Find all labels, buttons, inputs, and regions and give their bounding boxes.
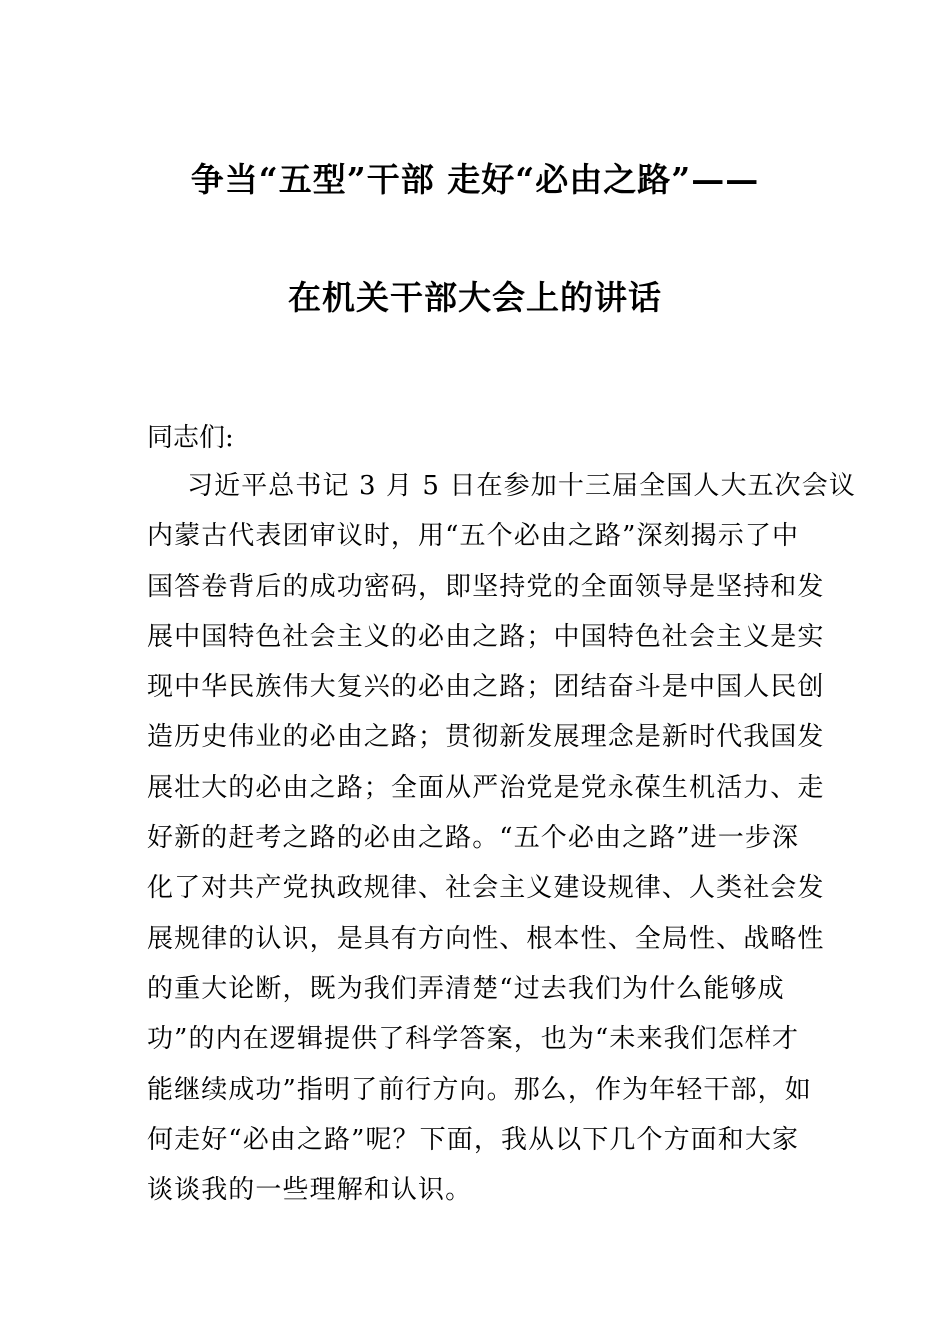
paragraph-line: 展壮大的必由之路；全面从严治党是党永葆生机活力、走 xyxy=(147,772,825,803)
paragraph-line: 能继续成功”指明了前行方向。那么，作为年轻干部，如 xyxy=(147,1074,812,1105)
paragraph-line: 造历史伟业的必由之路；贯彻新发展理念是新时代我国发 xyxy=(147,722,825,753)
paragraph-line: 展规律的认识，是具有方向性、根本性、全局性、战略性 xyxy=(147,923,825,954)
paragraph-line: 内蒙古代表团审议时，用“五个必由之路”深刻揭示了中 xyxy=(147,521,800,552)
document-title: 争当“五型”干部 走好“必由之路”—— xyxy=(190,160,760,199)
paragraph-line: 展中国特色社会主义的必由之路；中国特色社会主义是实 xyxy=(147,621,825,652)
paragraph-line: 习近平总书记 3 月 5 日在参加十三届全国人大五次会议 xyxy=(187,471,856,501)
paragraph-line: 功”的内在逻辑提供了科学答案，也为“未来我们怎样才 xyxy=(147,1024,800,1055)
document-subtitle: 在机关干部大会上的讲话 xyxy=(288,278,662,317)
paragraph-line: 国答卷背后的成功密码，即坚持党的全面领导是坚持和发 xyxy=(147,571,825,602)
paragraph-line: 化了对共产党执政规律、社会主义建设规律、人类社会发 xyxy=(147,873,825,904)
paragraph-line: 好新的赶考之路的必由之路。“五个必由之路”进一步深 xyxy=(147,823,800,854)
body-paragraph xyxy=(147,466,856,1220)
paragraph-line: 谈谈我的一些理解和认识。 xyxy=(147,1175,473,1206)
salutation: 同志们: xyxy=(147,423,234,453)
paragraph-line: 何走好“必由之路”呢？下面，我从以下几个方面和大家 xyxy=(147,1124,800,1155)
paragraph-line: 现中华民族伟大复兴的必由之路；团结奋斗是中国人民创 xyxy=(147,672,825,703)
paragraph-line: 的重大论断，既为我们弄清楚“过去我们为什么能够成 xyxy=(147,973,785,1004)
